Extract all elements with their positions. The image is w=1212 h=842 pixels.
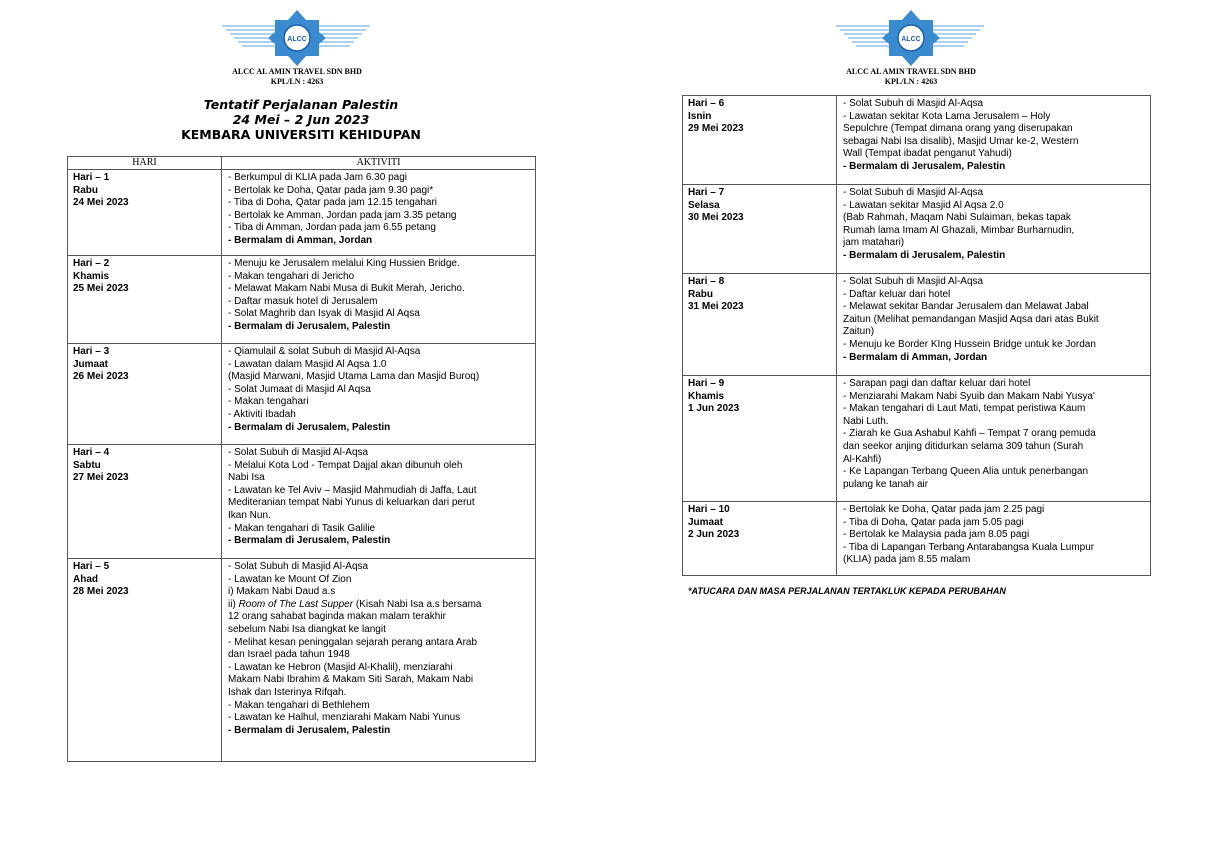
activity-line: - Bertolak ke Doha, Qatar pada jam 2.25 pagi xyxy=(843,504,1045,515)
day-date: 27 Mei 2023 xyxy=(73,472,129,484)
day-cell xyxy=(683,185,837,274)
activity-line-part: (Kisah Nabi Isa a.s bersama xyxy=(353,598,482,610)
company-license: KPL/LN : 4263 xyxy=(270,77,324,86)
day-cell xyxy=(68,170,222,256)
activity-line: - Lawatan ke Tel Aviv – Masjid Mahmudiah di Jaffa, Laut xyxy=(228,484,477,496)
activity-cell xyxy=(222,344,536,445)
day-number: Hari – 5 xyxy=(73,561,110,572)
activity-line: dan seekor anjing ditidurkan selama 309 tahun (Surah xyxy=(843,440,1084,452)
activity-line: (Masjid Marwani, Masjid Utama Lama dan Masjid Buroq) xyxy=(228,371,480,383)
day-number: Hari – 6 xyxy=(688,98,725,109)
day-cell xyxy=(68,559,222,762)
activity-line: Mediteranian tempat Nabi Yunus di keluarkan dari perut xyxy=(228,497,475,509)
activity-line: - Bertolak ke Malaysia pada jam 8.05 pagi xyxy=(843,529,1030,541)
footnote: *ATUCARA DAN MASA PERJALANAN TERTAKLUK KEPADA PERUBAHAN xyxy=(688,586,1006,596)
activity-line: - Solat Subuh di Masjid Al-Aqsa xyxy=(843,187,984,198)
day-number: Hari – 3 xyxy=(73,346,110,357)
activity-line: Rumah lama Imam Al Ghazali, Mimbar Burharnudin, xyxy=(843,224,1075,236)
day-weekday: Khamis xyxy=(73,270,110,282)
activity-line: - Lawatan sekitar Masjid Al Aqsa 2.0 xyxy=(843,199,1004,211)
page-right xyxy=(606,0,1212,842)
activity-line: - Menuju ke Border KIng Hussein Bridge untuk ke Jordan xyxy=(843,338,1096,350)
activity-line: - Bermalam di Jerusalem, Palestin xyxy=(843,160,1006,172)
company-license: KPL/LN : 4263 xyxy=(884,77,938,86)
activity-line: - Lawatan ke Halhul, menziarahi Makam Nabi Yunus xyxy=(228,712,461,724)
activity-line: - Bermalam di Jerusalem, Palestin xyxy=(228,320,391,332)
itinerary-table-right xyxy=(682,95,1151,576)
activity-line: Zaitun (Melihat pemandangan Masjid Aqsa dari atas Bukit xyxy=(843,313,1099,325)
activity-line: - Ke Lapangan Terbang Queen Alia untuk penerbangan xyxy=(843,466,1089,478)
activity-cell xyxy=(837,502,1151,576)
activity-line: - Melalui Kota Lod - Tempat Dajjal akan dibunuh oleh xyxy=(228,459,463,471)
activity-cell xyxy=(837,274,1151,376)
day-number: Hari – 9 xyxy=(688,378,725,389)
activity-line: - Solat Subuh di Masjid Al-Aqsa xyxy=(228,447,369,458)
activity-line: - Solat Subuh di Masjid Al-Aqsa xyxy=(843,98,984,109)
activity-line: - Lawatan ke Mount Of Zion xyxy=(228,573,352,585)
activity-line: - Aktiviti Ibadah xyxy=(228,408,296,420)
activity-cell xyxy=(837,185,1151,274)
activity-line: - Bertolak ke Doha, Qatar pada jam 9.30 pagi* xyxy=(228,184,434,196)
activity-line: - Bermalam di Jerusalem, Palestin xyxy=(228,724,391,736)
activity-line: Nabi Luth. xyxy=(843,415,889,427)
activity-line: - Berkumpul di KLIA pada Jam 6.30 pagi xyxy=(228,172,407,183)
activity-line: - Sarapan pagi dan daftar keluar dari hotel xyxy=(843,378,1031,389)
activity-line: - Daftar masuk hotel di Jerusalem xyxy=(228,295,378,307)
activity-line: - Qiamulail & solat Subuh di Masjid Al-Aqsa xyxy=(228,346,421,357)
activity-line: sebelum Nabi Isa diangkat ke langit xyxy=(228,623,386,635)
table-header-row xyxy=(68,157,536,170)
activity-cell xyxy=(837,376,1151,502)
activity-cell xyxy=(222,170,536,256)
activity-line: Ikan Nun. xyxy=(228,509,271,521)
activity-line-italic: Room of The Last Supper xyxy=(238,598,354,610)
activity-line: - Tiba di Doha, Qatar pada jam 12.15 tengahari xyxy=(228,197,438,209)
activity-line: - Bermalam di Jerusalem, Palestin xyxy=(228,535,391,547)
day-cell xyxy=(683,376,837,502)
activity-cell xyxy=(837,96,1151,185)
itinerary-table-left xyxy=(67,156,536,762)
activity-line: - Ziarah ke Gua Ashabul Kahfi – Tempat 7 orang pemuda xyxy=(843,428,1096,440)
day-cell xyxy=(68,445,222,559)
activity-line: - Daftar keluar dari hotel xyxy=(843,288,951,300)
activity-line: - Tiba di Doha, Qatar pada jam 5.05 pagi xyxy=(843,516,1024,528)
day-number: Hari – 4 xyxy=(73,447,110,458)
activity-line xyxy=(228,599,535,612)
activity-line: - Tiba di Lapangan Terbang Antarabangsa Kuala Lumpur xyxy=(843,541,1095,553)
activity-line: Zaitun) xyxy=(843,326,875,338)
day-cell xyxy=(683,96,837,185)
day-date: 31 Mei 2023 xyxy=(688,301,744,313)
activity-line: 12 orang sahabat baginda makan malam terakhir xyxy=(228,611,446,623)
activity-line: i) Makam Nabi Daud a.s xyxy=(228,586,336,598)
day-cell xyxy=(683,502,837,576)
activity-line: dan Israel pada tahun 1948 xyxy=(228,649,350,661)
activity-line: Nabi Isa xyxy=(228,472,265,484)
svg-text:ALCC: ALCC xyxy=(287,36,307,43)
activity-line: - Melawat Makam Nabi Musa di Bukit Merah, Jericho. xyxy=(228,283,465,295)
day-number: Hari – 1 xyxy=(73,172,110,183)
table-row xyxy=(68,559,536,762)
activity-line: sebagai Nabi Isa disalib), Masjid Umar ke-2, Western xyxy=(843,135,1079,147)
activity-line: - Bermalam di Amman, Jordan xyxy=(843,351,988,363)
activity-cell xyxy=(222,445,536,559)
day-date: 29 Mei 2023 xyxy=(688,123,744,135)
table-row xyxy=(683,185,1151,274)
day-weekday: Sabtu xyxy=(73,459,101,471)
table-row xyxy=(683,376,1151,502)
table-row xyxy=(68,445,536,559)
day-weekday: Jumaat xyxy=(688,516,724,528)
activity-line: - Bertolak ke Amman, Jordan pada jam 3.35 petang xyxy=(228,209,457,221)
day-cell xyxy=(68,256,222,344)
activity-line: - Lawatan dalam Masjid Al Aqsa 1.0 xyxy=(228,358,387,370)
activity-line: (Bab Rahmah, Maqam Nabi Sulaiman, bekas tapak xyxy=(843,212,1071,224)
company-logo-icon xyxy=(222,8,372,68)
table-row xyxy=(683,502,1151,576)
title-line-3: KEMBARA UNIVERSITI KEHIDUPAN xyxy=(181,127,421,142)
activity-line: Sepulchre (Tempat dimana orang yang diserupakan xyxy=(843,123,1073,135)
header-aktiviti: AKTIVITI xyxy=(222,157,536,170)
day-weekday: Jumaat xyxy=(73,358,109,370)
day-date: 1 Jun 2023 xyxy=(688,403,740,415)
activity-line: - Makan tengahari di Bethlehem xyxy=(228,699,370,711)
table-row xyxy=(68,256,536,344)
day-number: Hari – 2 xyxy=(73,258,110,269)
activity-line: (KLIA) pada jam 8.55 malam xyxy=(843,554,971,566)
activity-line: - Melawat sekitar Bandar Jerusalem dan Melawat Jabal xyxy=(843,301,1089,313)
activity-line: - Menuju ke Jerusalem melalui King Hussien Bridge. xyxy=(228,258,460,269)
day-weekday: Khamis xyxy=(688,390,725,402)
activity-line: Makam Nabi Ibrahim & Makam Siti Sarah, Makam Nabi xyxy=(228,674,474,686)
day-weekday: Ahad xyxy=(73,573,98,585)
activity-line: pulang ke tanah air xyxy=(843,478,929,490)
day-date: 26 Mei 2023 xyxy=(73,371,129,383)
activity-line: - Bermalam di Jerusalem, Palestin xyxy=(228,421,391,433)
activity-line: - Makan tengahari xyxy=(228,396,309,408)
activity-line: - Makan tengahari di Tasik Galilie xyxy=(228,522,376,534)
company-header xyxy=(791,67,1031,87)
day-number: Hari – 7 xyxy=(688,187,725,198)
svg-text:ALCC: ALCC xyxy=(901,36,921,43)
day-date: 25 Mei 2023 xyxy=(73,283,129,295)
activity-line: - Tiba di Amman, Jordan pada jam 6.55 petang xyxy=(228,222,436,234)
activity-line: - Bermalam di Amman, Jordan xyxy=(228,234,373,246)
activity-line: Ishak dan Isterinya Rifqah. xyxy=(228,686,347,698)
activity-line-part: ii) xyxy=(228,598,239,610)
day-date: 2 Jun 2023 xyxy=(688,529,740,541)
company-header xyxy=(177,67,417,87)
table-row xyxy=(683,274,1151,376)
activity-line: - Lawatan sekitar Kota Lama Jerusalem – Holy xyxy=(843,110,1051,122)
day-weekday: Rabu xyxy=(688,288,713,300)
activity-line: - Lawatan ke Hebron (Masjid Al-Khalil), menziarahi xyxy=(228,661,453,673)
activity-line: - Solat Subuh di Masjid Al-Aqsa xyxy=(843,276,984,287)
company-name: ALCC AL AMIN TRAVEL SDN BHD xyxy=(232,67,362,76)
day-weekday: Isnin xyxy=(688,110,712,122)
activity-cell xyxy=(222,256,536,344)
title-line-2: 24 Mei – 2 Jun 2023 xyxy=(232,112,370,127)
activity-line: - Melihat kesan peninggalan sejarah perang antara Arab xyxy=(228,636,478,648)
activity-line: - Makan tengahari di Laut Mati, tempat peristiwa Kaum xyxy=(843,403,1086,415)
day-date: 30 Mei 2023 xyxy=(688,212,744,224)
header-hari: HARI xyxy=(68,157,222,170)
day-number: Hari – 8 xyxy=(688,276,725,287)
day-cell xyxy=(683,274,837,376)
table-row xyxy=(683,96,1151,185)
activity-line: - Solat Maghrib dan Isyak di Masjid Al Aqsa xyxy=(228,308,420,320)
title-line-1: Tentatif Perjalanan Palestin xyxy=(203,97,399,112)
activity-line: - Solat Subuh di Masjid Al-Aqsa xyxy=(228,561,369,572)
table-row xyxy=(68,344,536,445)
day-cell xyxy=(68,344,222,445)
company-logo-icon xyxy=(836,8,986,68)
day-date: 24 Mei 2023 xyxy=(73,197,129,209)
day-number: Hari – 10 xyxy=(688,504,730,515)
activity-line: - Menziarahi Makam Nabi Syuib dan Makam Nabi Yusya' xyxy=(843,390,1095,402)
activity-line: - Makan tengahari di Jericho xyxy=(228,270,355,282)
activity-line: jam matahari) xyxy=(843,237,905,249)
activity-line: Wall (Tempat ibadat penganut Yahudi) xyxy=(843,148,1012,160)
day-weekday: Rabu xyxy=(73,184,98,196)
table-row xyxy=(68,170,536,256)
company-name: ALCC AL AMIN TRAVEL SDN BHD xyxy=(846,67,976,76)
page-title xyxy=(67,97,535,142)
activity-line: - Solat Jumaat di Masjid Al Aqsa xyxy=(228,383,371,395)
activity-line: - Bermalam di Jerusalem, Palestin xyxy=(843,249,1006,261)
day-date: 28 Mei 2023 xyxy=(73,586,129,598)
activity-cell xyxy=(222,559,536,762)
activity-line: Al-Kahfi) xyxy=(843,453,882,465)
day-weekday: Selasa xyxy=(688,199,720,211)
